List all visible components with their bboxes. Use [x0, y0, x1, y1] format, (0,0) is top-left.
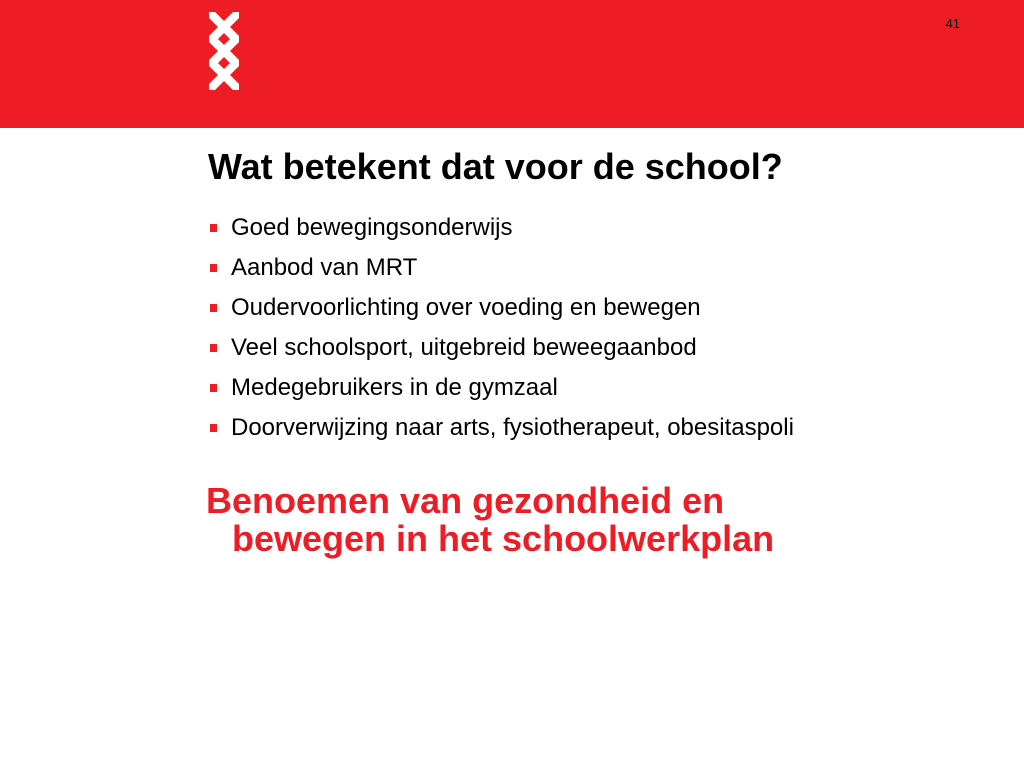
bullet-square-icon — [210, 304, 217, 312]
emphasis-statement — [206, 482, 774, 558]
bullet-item — [208, 208, 794, 248]
bullet-text: Oudervoorlichting over voeding en bewegen — [231, 294, 701, 321]
bullet-item — [208, 368, 794, 408]
bullet-item — [208, 248, 794, 288]
header-band — [0, 0, 1024, 128]
bullet-square-icon — [210, 344, 217, 352]
bullet-item — [208, 328, 794, 368]
emphasis-line-2: bewegen in het schoolwerkplan — [232, 518, 775, 559]
bullet-square-icon — [210, 424, 217, 432]
bullet-text: Medegebruikers in de gymzaal — [231, 374, 558, 401]
bullet-text: Aanbod van MRT — [231, 254, 418, 281]
bullet-item — [208, 408, 794, 448]
bullet-text: Veel schoolsport, uitgebreid beweegaanbod — [231, 334, 697, 361]
bullet-square-icon — [210, 224, 217, 232]
bullet-text: Goed bewegingsonderwijs — [231, 214, 513, 241]
page-number: 41 — [945, 16, 960, 31]
emphasis-line-1: Benoemen van gezondheid en — [206, 480, 725, 521]
bullet-square-icon — [210, 384, 217, 392]
cross-icon — [209, 60, 239, 90]
amsterdam-crosses-logo-icon — [207, 10, 241, 92]
bullet-square-icon — [210, 264, 217, 272]
bullet-list — [208, 208, 794, 448]
bullet-text: Doorverwijzing naar arts, fysiotherapeut, obesitaspoli — [231, 414, 794, 441]
slide-title: Wat betekent dat voor de school? — [208, 146, 783, 187]
bullet-item — [208, 288, 794, 328]
